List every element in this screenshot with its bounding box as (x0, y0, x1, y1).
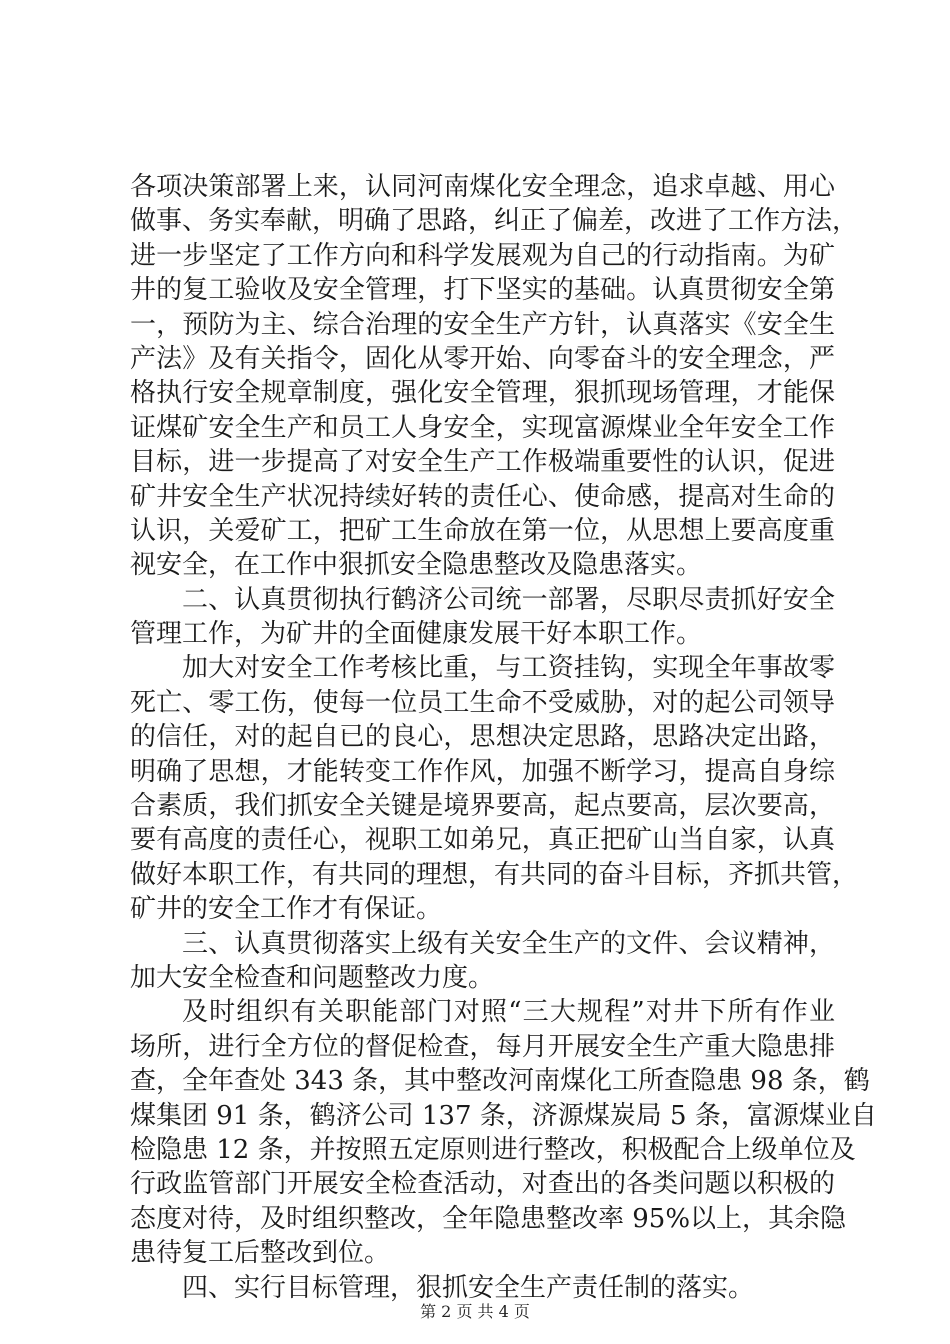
text-line: 认识，关爱矿工，把矿工生命放在第一位，从思想上要高度重 (130, 515, 835, 546)
text-line: 证煤矿安全生产和员工人身安全，实现富源煤业全年安全工作 (130, 412, 835, 443)
text-line: 的信任，对的起自已的良心，思想决定思路，思路决定出路， (130, 722, 835, 753)
text-line: 各项决策部署上来，认同河南煤化安全理念，追求卓越、用心 (130, 172, 835, 202)
text-line: 做事、务实奉献，明确了思路，纠正了偏差，改进了工作方法， (130, 206, 859, 237)
text-line: 患待复工后整改到位。 (130, 1238, 391, 1269)
text-line: 目标，进一步提高了对安全生产工作极端重要性的认识，促进 (130, 447, 835, 478)
text-line: 矿井的安全工作才有保证。 (130, 894, 443, 925)
text-line: 加大安全检查和问题整改力度。 (130, 962, 495, 993)
text-line: 查，全年查处 343 条，其中整改河南煤化工所查隐患 98 条，鹤 (130, 1066, 870, 1097)
text-line: 做好本职工作，有共同的理想，有共同的奋斗目标，齐抓共管， (130, 859, 859, 890)
text-line: 井的复工验收及安全管理，打下坚实的基础。认真贯彻安全第 (130, 275, 835, 306)
text-line: 加大对安全工作考核比重，与工资挂钩，实现全年事故零 (182, 653, 835, 684)
text-line: 三、认真贯彻落实上级有关安全生产的文件、会议精神， (182, 928, 835, 959)
text-line: 视安全，在工作中狠抓安全隐患整改及隐患落实。 (130, 550, 703, 581)
text-line: 明确了思想，才能转变工作作风，加强不断学习，提高自身综 (130, 756, 835, 787)
text-line: 四、实行目标管理，狠抓安全生产责任制的落实。 (182, 1272, 755, 1303)
text-line: 场所，进行全方位的督促检查，每月开展安全生产重大隐患排 (130, 1031, 835, 1062)
text-line: 煤集团 91 条，鹤济公司 137 条，济源煤炭局 5 条，富源煤业自 (130, 1100, 877, 1131)
page-footer: 第 2 页 共 4 页 (420, 1302, 530, 1321)
text-line: 检隐患 12 条，并按照五定原则进行整改，积极配合上级单位及 (130, 1134, 856, 1165)
text-line: 一，预防为主、综合治理的安全生产方针，认真落实《安全生 (130, 309, 835, 340)
text-line: 及时组织有关职能部门对照“三大规程”对井下所有作业 (182, 997, 835, 1028)
text-line: 要有高度的责任心，视职工如弟兄，真正把矿山当自家，认真 (130, 825, 835, 856)
text-line: 二、认真贯彻执行鹤济公司统一部署，尽职尽责抓好安全 (182, 584, 835, 615)
text-line: 格执行安全规章制度，强化安全管理，狠抓现场管理，才能保 (130, 378, 835, 409)
document-body (130, 170, 877, 1305)
text-line: 死亡、零工伤，使每一位员工生命不受威胁，对的起公司领导 (130, 687, 835, 718)
text-line: 行政监管部门开展安全检查活动，对查出的各类问题以积极的 (130, 1169, 835, 1200)
text-line: 矿井安全生产状况持续好转的责任心、使命感，提高对生命的 (130, 481, 835, 512)
text-line: 态度对待，及时组织整改，全年隐患整改率 95%以上，其余隐 (130, 1203, 847, 1234)
text-line: 管理工作，为矿井的全面健康发展干好本职工作。 (130, 619, 703, 650)
text-line: 合素质，我们抓安全关键是境界要高，起点要高，层次要高， (130, 791, 835, 822)
text-line: 进一步坚定了工作方向和科学发展观为自己的行动指南。为矿 (130, 240, 835, 271)
text-line: 产法》及有关指令，固化从零开始、向零奋斗的安全理念，严 (130, 343, 835, 374)
